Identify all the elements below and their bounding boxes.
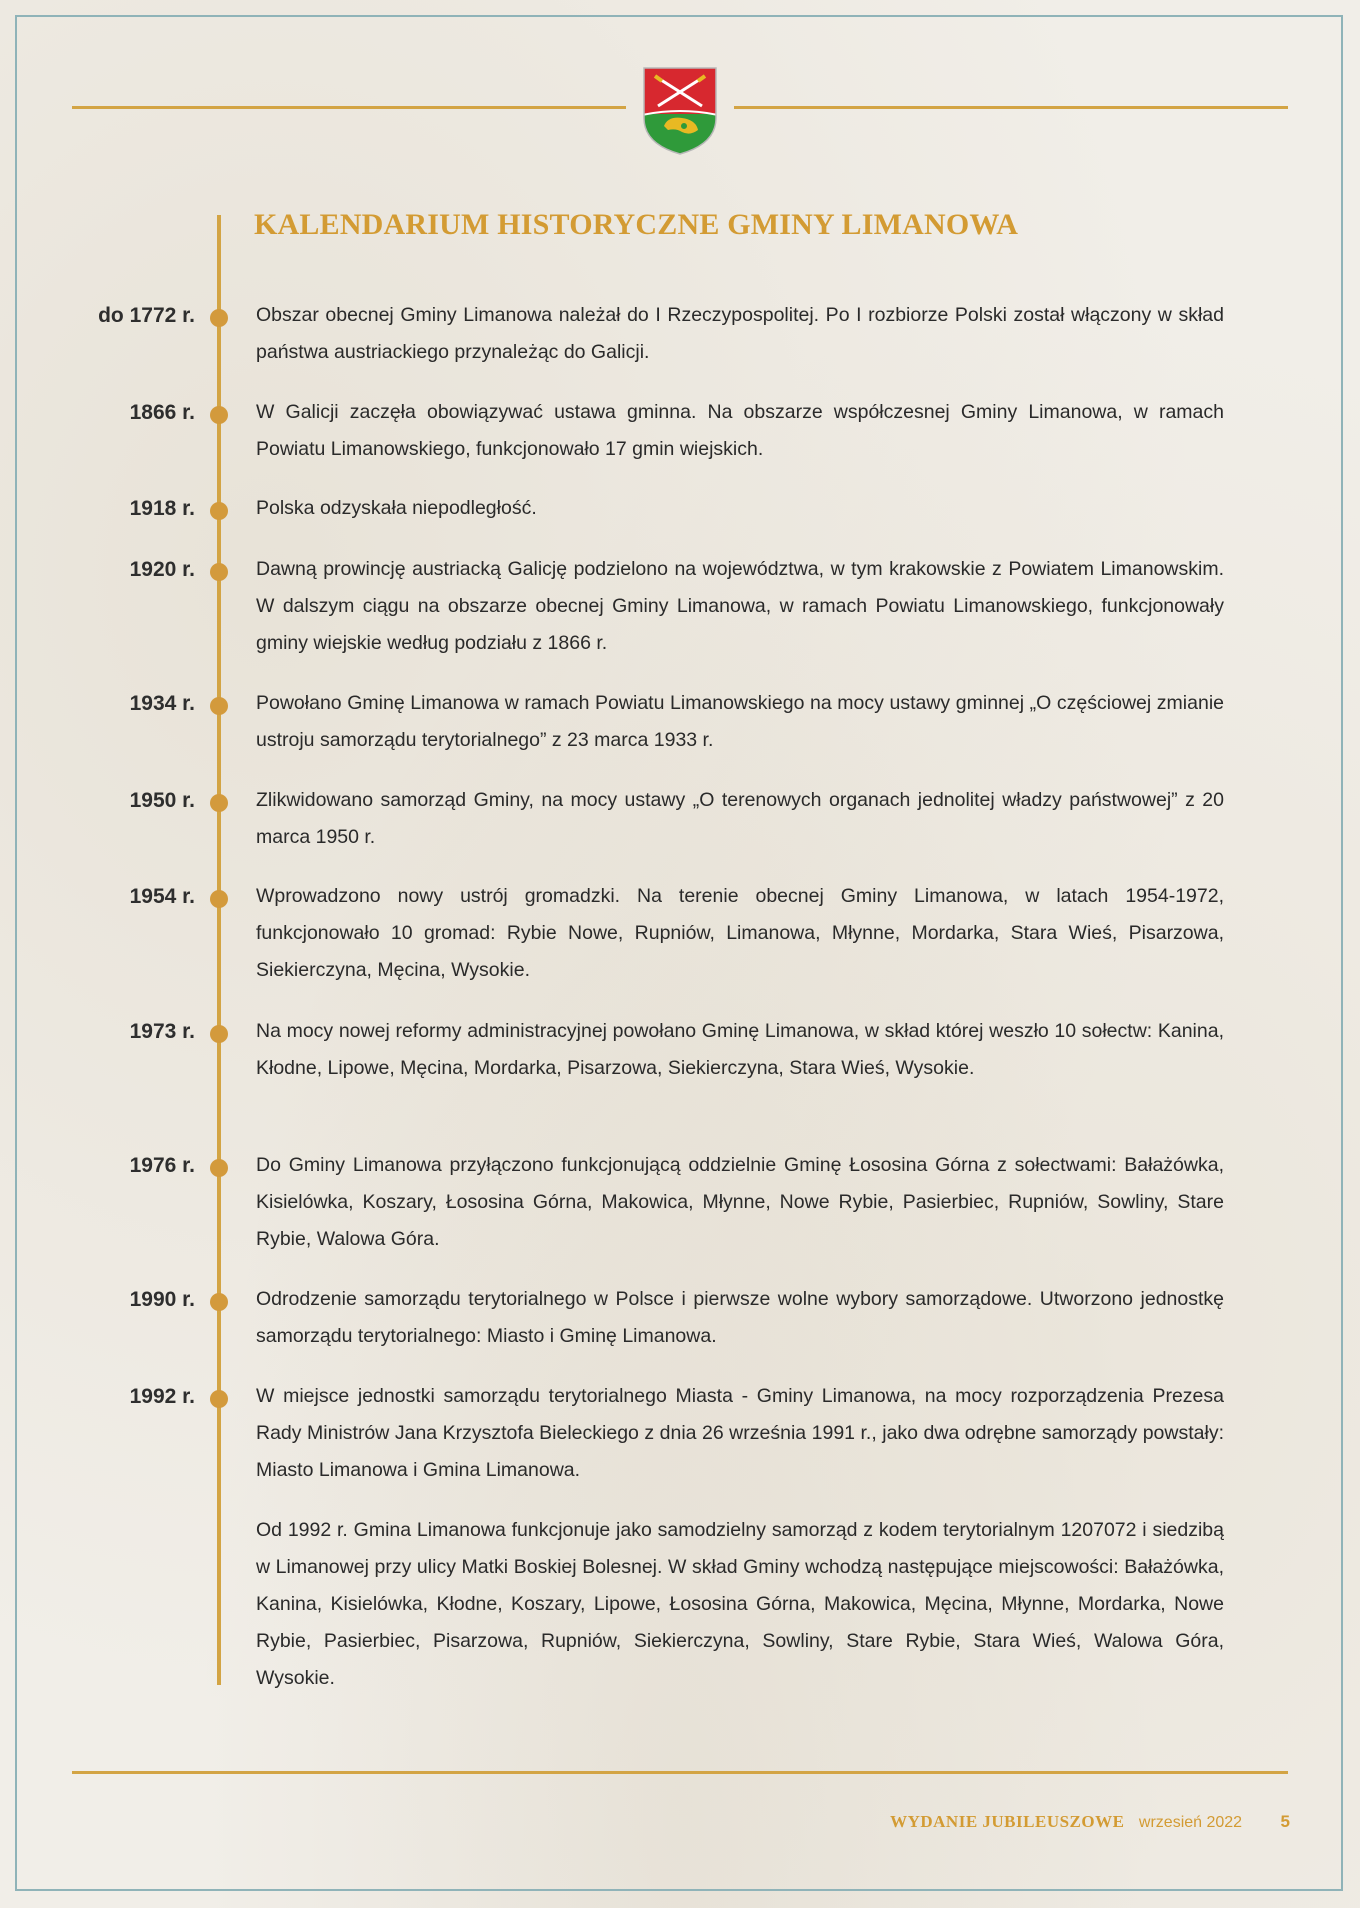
entry-text: Obszar obecnej Gminy Limanowa należał do I Rzeczypospolitej. Po I rozbiorze Polski został włączony w skład państwa austriackiego przynależąc do Galicji. [256, 304, 1224, 363]
entry-text: Odrodzenie samorządu terytorialnego w Polsce i pierwsze wolne wybory samorządowe. Utworzono jednostkę samorządu terytorialnego: Miasto i Gminę Limanowa. [256, 1288, 1224, 1347]
timeline-dot [210, 502, 228, 520]
entry-year: 1954 r. [129, 885, 195, 908]
entry-year: 1976 r. [129, 1154, 195, 1177]
entry-year: 1934 r. [129, 692, 195, 715]
entry-year: 1990 r. [129, 1288, 195, 1311]
timeline-dot [210, 697, 228, 715]
timeline-dot [210, 1293, 228, 1311]
entry-year: do 1772 r. [98, 304, 195, 327]
footer-date: wrzesień 2022 [1138, 1814, 1243, 1831]
closing-paragraph: Od 1992 r. Gmina Limanowa funkcjonuje jako samodzielny samorząd z kodem terytorialnym 1207072 i siedzibą w Limanowej przy ulicy Matki Boskiej Bolesnej. W skład Gminy wchodzą następujące miejscowości: Bałażówka, Kanina, Kisielówka, Kłodne, Koszary, Lipowe, Łososina Górna, Makowica, Męcina, Młynne, Mordarka, Nowe Rybie, Pasierbiec, Pisarzowa, Rupniów, Siekierczyna, Sowliny, Stare Rybie, Stara Wieś, Walowa Góra, Wysokie. [256, 1519, 1224, 1689]
header-rule-left [72, 106, 626, 109]
entry-text: W miejsce jednostki samorządu terytorialnego Miasta - Gminy Limanowa, na mocy rozporządzenia Prezesa Rady Ministrów Jana Krzysztofa Bieleckiego z dnia 26 września 1991 r., jako dwa odrębne samorządy powstały: Miasto Limanowa i Gmina Limanowa. [256, 1385, 1224, 1481]
footer [890, 1812, 1290, 1832]
entry-year: 1920 r. [129, 558, 195, 581]
timeline-dot [210, 794, 228, 812]
entry-text: Dawną prowincję austriacką Galicję podzielono na województwa, w tym krakowskie z Powiatem Limanowskim. W dalszym ciągu na obszarze obecnej Gminy Limanowa, w ramach Powiatu Limanowskiego, funkcjonowały gminy wiejskie według podziału z 1866 r. [256, 558, 1224, 654]
entry-text: Zlikwidowano samorząd Gminy, na mocy ustawy „O terenowych organach jednolitej władzy państwowej” z 20 marca 1950 r. [256, 789, 1224, 848]
entry-year: 1866 r. [129, 401, 195, 424]
header-rule-right [734, 106, 1288, 109]
timeline-dot [210, 890, 228, 908]
entry-year: 1992 r. [129, 1385, 195, 1408]
timeline-dot [210, 563, 228, 581]
entry-text: Polska odzyskała niepodległość. [256, 497, 537, 519]
entry-year: 1918 r. [129, 497, 195, 520]
timeline-dot [210, 1390, 228, 1408]
timeline-dot [210, 1025, 228, 1043]
entry-text: Powołano Gminę Limanowa w ramach Powiatu Limanowskiego na mocy ustawy gminnej „O częściowej zmianie ustroju samorządu terytorialnego” z 23 marca 1933 r. [256, 692, 1224, 751]
entry-text: Na mocy nowej reformy administracyjnej powołano Gminę Limanowa, w skład której weszło 10 sołectw: Kanina, Kłodne, Lipowe, Męcina, Mordarka, Pisarzowa, Siekierczyna, Stara Wieś, Wysokie. [256, 1020, 1224, 1079]
entry-year: 1973 r. [129, 1020, 195, 1043]
timeline-dot [210, 309, 228, 327]
footer-rule [72, 1771, 1288, 1774]
timeline-dot [210, 1159, 228, 1177]
entry-text: Wprowadzono nowy ustrój gromadzki. Na terenie obecnej Gminy Limanowa, w latach 1954-1972, funkcjonowało 10 gromad: Rybie Nowe, Rupniów, Limanowa, Młynne, Mordarka, Stara Wieś, Pisarzowa, Siekierczyna, Męcina, Wysokie. [256, 885, 1224, 981]
entry-text: W Galicji zaczęła obowiązywać ustawa gminna. Na obszarze współczesnej Gminy Limanowa, w ramach Powiatu Limanowskiego, funkcjonowało 17 gmin wiejskich. [256, 401, 1224, 460]
entry-text: Do Gminy Limanowa przyłączono funkcjonującą oddzielnie Gminę Łososina Górna z sołectwami: Bałażówka, Kisielówka, Koszary, Łososina Górna, Makowica, Młynne, Nowe Rybie, Pasierbiec, Rupniów, Sowliny, Stare Rybie, Walowa Góra. [256, 1154, 1224, 1250]
entry-year: 1950 r. [129, 789, 195, 812]
footer-edition: WYDANIE JUBILEUSZOWE [890, 1812, 1125, 1831]
timeline-spine [217, 215, 221, 1685]
timeline-dot [210, 406, 228, 424]
coat-of-arms-icon [642, 66, 718, 156]
page-title: KALENDARIUM HISTORYCZNE GMINY LIMANOWA [254, 208, 1019, 241]
page-number: 5 [1280, 1812, 1290, 1831]
